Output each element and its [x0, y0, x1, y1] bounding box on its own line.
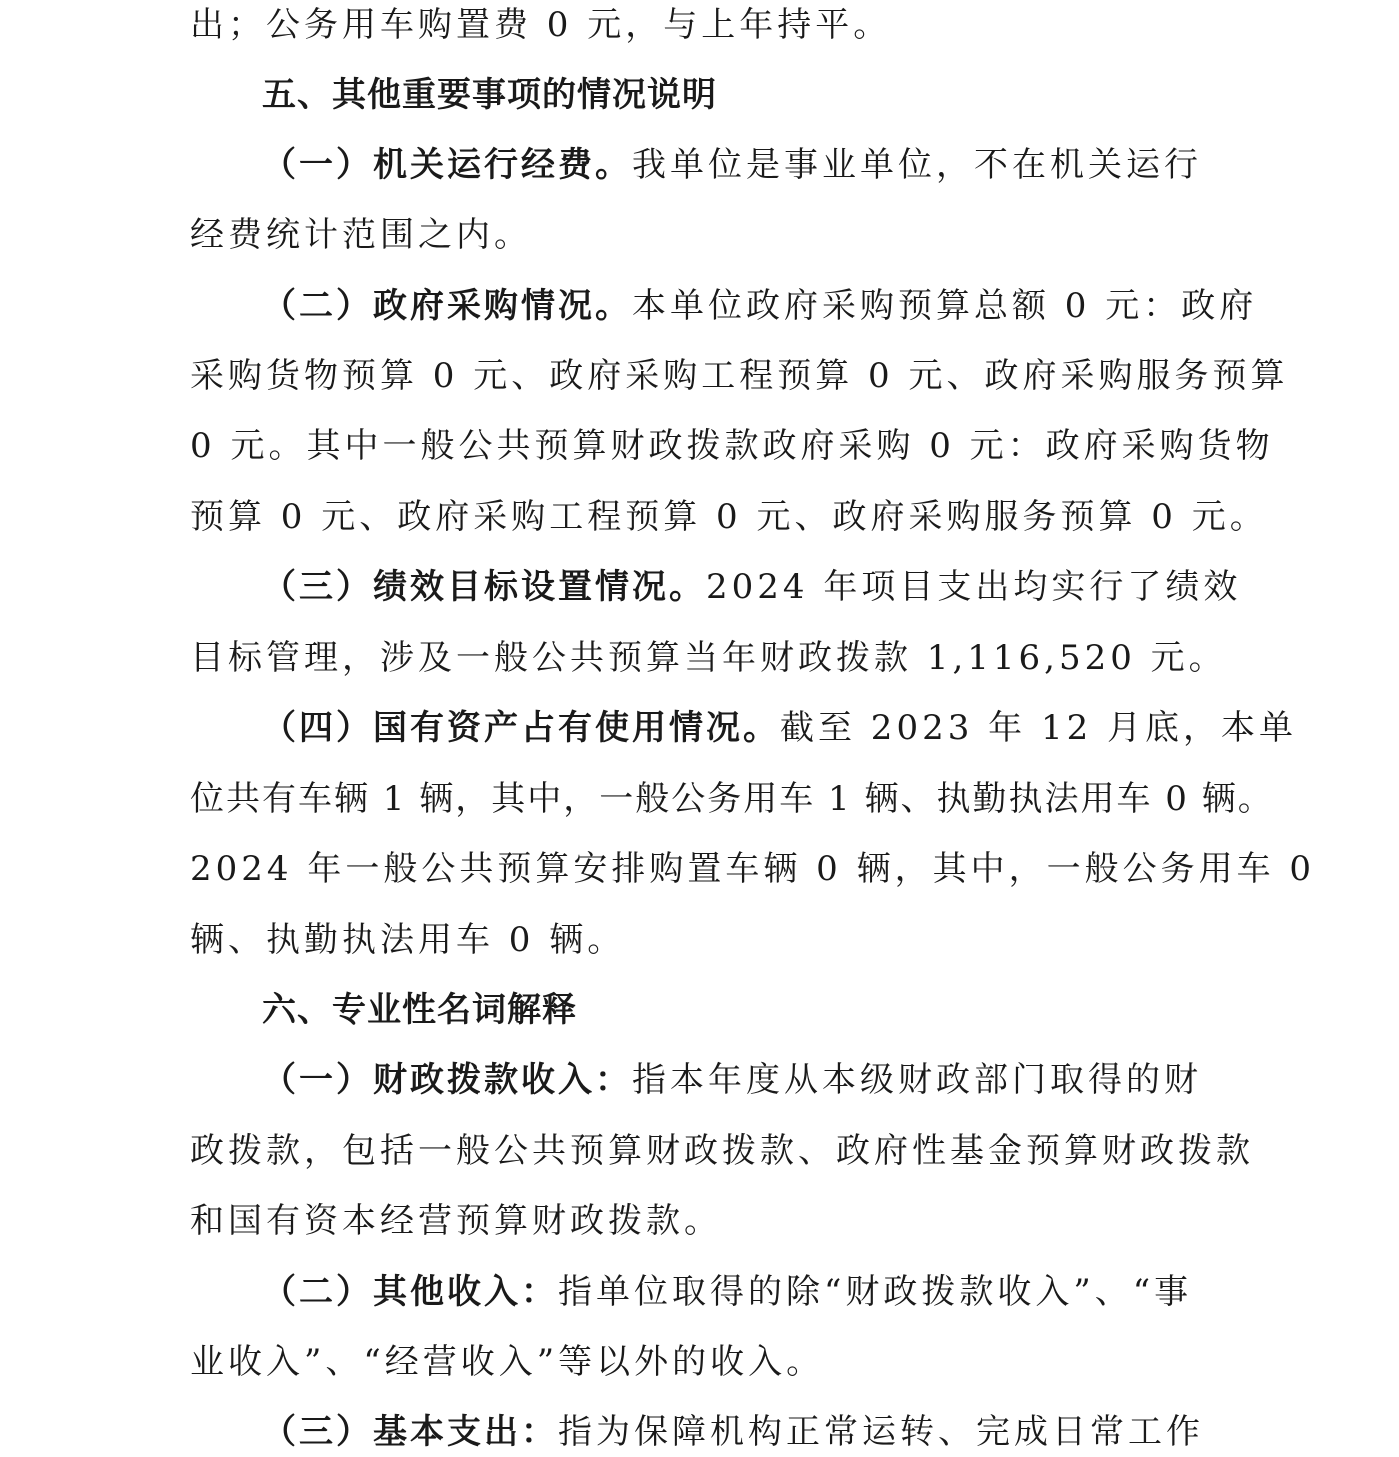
paragraph-line: [190, 421, 1274, 471]
body-text: 预算 0 元、政府采购工程预算 0 元、政府采购服务预算 0 元。: [190, 497, 1268, 537]
paragraph-line: [190, 633, 1227, 683]
paragraph-line: [190, 210, 532, 260]
paragraph-line: [262, 1055, 1202, 1105]
heading-text: 六、专业性名词解释: [262, 990, 577, 1030]
paragraph-line: [190, 0, 891, 50]
body-text: 政拨款，包括一般公共预算财政拨款、政府性基金预算财政拨款: [190, 1131, 1254, 1171]
paragraph-line: [262, 562, 1241, 612]
paragraph-line: [190, 351, 1289, 401]
body-text: 指本年度从本级财政部门取得的财: [632, 1060, 1202, 1100]
body-text: 出；公务用车购置费 0 元，与上年持平。: [190, 5, 892, 45]
body-text: 目标管理，涉及一般公共预算当年财政拨款 1,116,520 元。: [190, 638, 1227, 678]
body-text: 指单位取得的除“财政拨款收入”、“事: [558, 1272, 1193, 1312]
body-text: 指为保障机构正常运转、完成日常工作: [558, 1412, 1204, 1452]
body-text: 和国有资本经营预算财政拨款。: [190, 1201, 722, 1241]
paragraph-line: [190, 492, 1268, 542]
body-text: 本单位政府采购预算总额 0 元：政府: [632, 286, 1258, 326]
paragraph-line: [190, 844, 1315, 894]
subsection-title: （三）绩效目标设置情况。: [262, 567, 706, 607]
body-text: 位共有车辆 1 辆，其中，一般公务用车 1 辆、执勤执法用车 0 辆。: [190, 779, 1274, 819]
section-heading-5: [262, 70, 717, 120]
heading-text: 五、其他重要事项的情况说明: [262, 75, 717, 115]
body-text: 业收入”、“经营收入”等以外的收入。: [190, 1342, 825, 1382]
term-title: （一）财政拨款收入：: [262, 1060, 632, 1100]
body-text: 我单位是事业单位，不在机关运行: [632, 145, 1202, 185]
body-text: 经费统计范围之内。: [190, 215, 532, 255]
paragraph-line: [190, 1196, 722, 1246]
body-text: 2024 年一般公共预算安排购置车辆 0 辆，其中，一般公务用车 0: [190, 849, 1316, 889]
paragraph-line: [262, 281, 1257, 331]
paragraph-line: [262, 140, 1202, 190]
paragraph-line: [190, 774, 1274, 824]
term-title: （二）其他收入：: [262, 1272, 558, 1312]
term-title: （三）基本支出：: [262, 1412, 558, 1452]
subsection-title: （一）机关运行经费。: [262, 145, 632, 185]
paragraph-line: [262, 1267, 1192, 1317]
body-text: 辆、执勤执法用车 0 辆。: [190, 920, 626, 960]
subsection-title: （四）国有资产占有使用情况。: [262, 708, 780, 748]
paragraph-line: [190, 1337, 824, 1387]
section-heading-6: [262, 985, 577, 1035]
body-text: 0 元。其中一般公共预算财政拨款政府采购 0 元：政府采购货物: [190, 426, 1274, 466]
paragraph-line: [262, 703, 1297, 753]
subsection-title: （二）政府采购情况。: [262, 286, 632, 326]
body-text: 2024 年项目支出均实行了绩效: [706, 567, 1242, 607]
paragraph-line: [262, 1407, 1204, 1457]
body-text: 截至 2023 年 12 月底，本单: [780, 708, 1298, 748]
paragraph-line: [190, 1126, 1254, 1176]
paragraph-line: [190, 915, 625, 965]
body-text: 采购货物预算 0 元、政府采购工程预算 0 元、政府采购服务预算: [190, 356, 1289, 396]
